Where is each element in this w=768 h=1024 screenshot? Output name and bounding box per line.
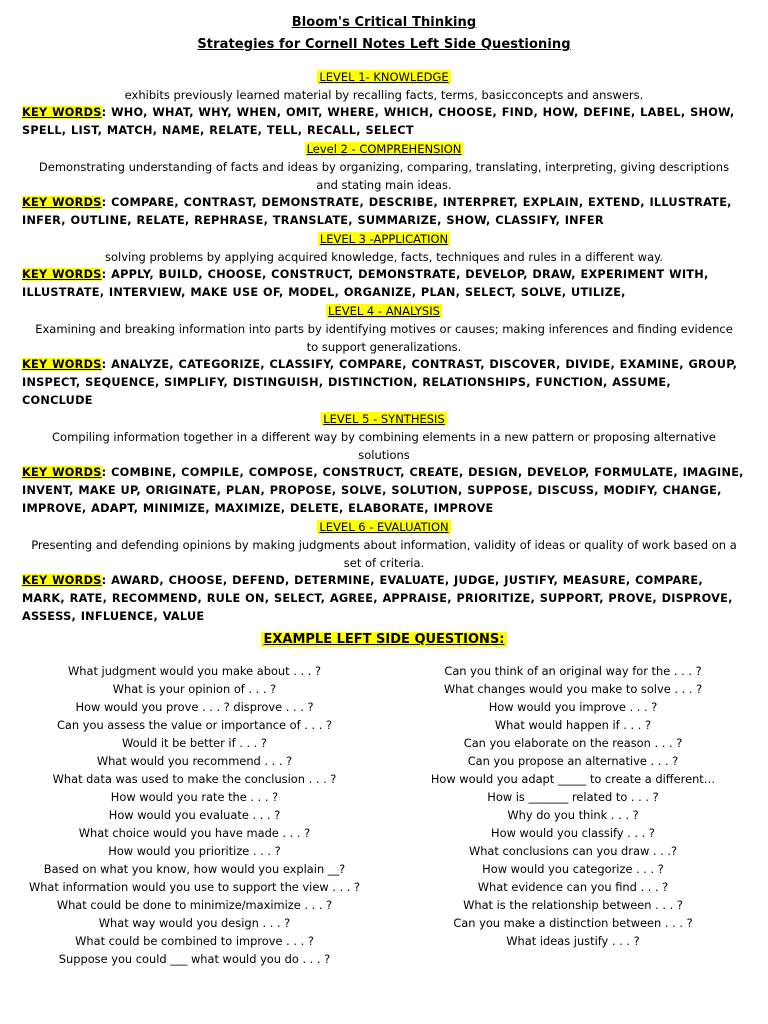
- question-item: Can you propose an alternative . . . ?: [467, 754, 679, 768]
- question-item: Suppose you could ___ what would you do . . . ?: [58, 952, 331, 966]
- key-words-list: ANALYZE, CATEGORIZE, CLASSIFY, COMPARE, CONTRAST, DISCOVER, DIVIDE, EXAMINE, GROUP, INSPECT, SEQUENCE, SIMPLIFY, DISTINGUISH, DISTINCTION, RELATIONSHIPS, FUNCTION, ASSUME, CONCLUDE: [22, 358, 738, 407]
- key-words-label: KEY WORDS: [22, 358, 102, 371]
- question-item: Would it be better if . . . ?: [122, 736, 267, 750]
- level-heading-text: LEVEL 6 - EVALUATION: [319, 520, 449, 534]
- question-item: How would you adapt _____ to create a different…: [430, 772, 716, 786]
- question-item: How would you prioritize . . . ?: [108, 844, 281, 858]
- key-words-separator: :: [101, 466, 107, 479]
- level-heading: [22, 230, 746, 248]
- question-item: What evidence can you find . . . ?: [477, 880, 669, 894]
- right-questions-column: [408, 662, 738, 968]
- level-description: exhibits previously learned material by recalling facts, terms, basicconcepts and answers.: [124, 88, 644, 102]
- levels-section: [22, 68, 746, 626]
- question-item: Can you think of an original way for the . . . ?: [444, 664, 702, 678]
- key-words-separator: :: [101, 574, 107, 587]
- key-words-list: AWARD, CHOOSE, DEFEND, DETERMINE, EVALUATE, JUDGE, JUSTIFY, MEASURE, COMPARE, MARK, RATE, RECOMMEND, RULE ON, SELECT, AGREE, APPRAISE, PRIORITIZE, SUPPORT, PROVE, DISPROVE, ASSESS, INFLUENCE, VALUE: [22, 574, 733, 623]
- level-heading: [22, 518, 746, 536]
- question-item: Why do you think . . . ?: [507, 808, 639, 822]
- question-item: How would you categorize . . . ?: [482, 862, 664, 876]
- level-heading-text: LEVEL 5 - SYNTHESIS: [323, 412, 445, 426]
- level-heading-text: Level 2 - COMPREHENSION: [306, 142, 462, 156]
- document-subtitle: Strategies for Cornell Notes Left Side Questioning: [197, 37, 571, 52]
- level-heading: [22, 68, 746, 86]
- question-item: What changes would you make to solve . . . ?: [443, 682, 703, 696]
- question-item: What choice would you have made . . . ?: [78, 826, 311, 840]
- left-questions-column: [22, 662, 367, 968]
- question-item: Based on what you know, how would you explain __?: [43, 862, 346, 876]
- question-item: How would you improve . . . ?: [488, 700, 658, 714]
- example-questions-heading-text: EXAMPLE LEFT SIDE QUESTIONS:: [263, 632, 505, 647]
- question-item: What would you recommend . . . ?: [96, 754, 293, 768]
- key-words-list: APPLY, BUILD, CHOOSE, CONSTRUCT, DEMONSTRATE, DEVELOP, DRAW, EXPERIMENT WITH, ILLUSTRATE, INTERVIEW, MAKE USE OF, MODEL, ORGANIZE, PLAN, SELECT, SOLVE, UTILIZE,: [22, 268, 709, 299]
- question-item: Can you assess the value or importance of . . . ?: [56, 718, 333, 732]
- key-words-label: KEY WORDS: [22, 196, 102, 209]
- level-heading: [22, 140, 746, 158]
- question-item: What could be combined to improve . . . ?: [75, 934, 314, 948]
- level-description: Demonstrating understanding of facts and ideas by organizing, comparing, translating, interpreting, giving descriptions and stating main ideas.: [38, 160, 730, 192]
- level-key-words: [22, 356, 746, 410]
- question-item: How is _______ related to . . . ?: [487, 790, 659, 804]
- key-words-label: KEY WORDS: [22, 106, 102, 119]
- key-words-separator: :: [101, 106, 107, 119]
- example-questions-heading: [22, 630, 746, 650]
- level-heading-text: LEVEL 3 -APPLICATION: [319, 232, 449, 246]
- level-key-words: [22, 572, 746, 626]
- level-description: solving problems by applying acquired knowledge, facts, techniques and rules in a different way.: [105, 250, 663, 264]
- question-item: What is the relationship between . . . ?: [463, 898, 683, 912]
- key-words-list: COMBINE, COMPILE, COMPOSE, CONSTRUCT, CREATE, DESIGN, DEVELOP, FORMULATE, IMAGINE, INVENT, MAKE UP, ORIGINATE, PLAN, PROPOSE, SOLVE, SOLUTION, SUPPOSE, DISCUSS, MODIFY, CHANGE, IMPROVE, ADAPT, MINIMIZE, MAXIMIZE, DELETE, ELABORATE, IMPROVE: [22, 466, 744, 515]
- level-description: Compiling information together in a different way by combining elements in a new pattern or proposing alternative solutions: [52, 430, 716, 462]
- document-title: Bloom's Critical Thinking: [291, 15, 477, 30]
- key-words-list: COMPARE, CONTRAST, DEMONSTRATE, DESCRIBE, INTERPRET, EXPLAIN, EXTEND, ILLUSTRATE, INFER, OUTLINE, RELATE, REPHRASE, TRANSLATE, SUMMARIZE, SHOW, CLASSIFY, INFER: [22, 196, 732, 227]
- question-item: How would you prove . . . ? disprove . . . ?: [75, 700, 314, 714]
- question-item: What is your opinion of . . . ?: [112, 682, 277, 696]
- question-item: What information would you use to support the view . . . ?: [28, 880, 361, 894]
- question-item: What conclusions can you draw . . .?: [468, 844, 678, 858]
- key-words-label: KEY WORDS: [22, 466, 102, 479]
- level-heading: [22, 302, 746, 320]
- question-item: How would you classify . . . ?: [491, 826, 655, 840]
- level-key-words: [22, 104, 746, 140]
- question-item: What could be done to minimize/maximize . . . ?: [56, 898, 333, 912]
- key-words-separator: :: [101, 196, 107, 209]
- key-words-label: KEY WORDS: [22, 268, 102, 281]
- question-item: How would you evaluate . . . ?: [108, 808, 281, 822]
- level-description: Presenting and defending opinions by making judgments about information, validity of ideas or quality of work based on a set of criteria.: [31, 538, 737, 570]
- key-words-list: WHO, WHAT, WHY, WHEN, OMIT, WHERE, WHICH, CHOOSE, FIND, HOW, DEFINE, LABEL, SHOW, SPELL, LIST, MATCH, NAME, RELATE, TELL, RECALL, SELECT: [22, 106, 735, 137]
- question-item: How would you rate the . . . ?: [110, 790, 279, 804]
- question-item: What ideas justify . . . ?: [506, 934, 640, 948]
- question-item: What would happen if . . . ?: [494, 718, 652, 732]
- level-key-words: [22, 266, 746, 302]
- question-item: Can you elaborate on the reason . . . ?: [463, 736, 683, 750]
- key-words-label: KEY WORDS: [22, 574, 102, 587]
- question-item: Can you make a distinction between . . . ?: [453, 916, 693, 930]
- questions-columns: [22, 662, 746, 968]
- key-words-separator: :: [101, 358, 107, 371]
- key-words-separator: :: [101, 268, 107, 281]
- level-key-words: [22, 464, 746, 518]
- question-item: What judgment would you make about . . . ?: [67, 664, 322, 678]
- question-item: What way would you design . . . ?: [98, 916, 291, 930]
- level-heading: [22, 410, 746, 428]
- question-item: What data was used to make the conclusion . . . ?: [52, 772, 337, 786]
- level-heading-text: LEVEL 1- KNOWLEDGE: [319, 70, 449, 84]
- level-key-words: [22, 194, 746, 230]
- level-heading-text: LEVEL 4 - ANALYSIS: [328, 304, 440, 318]
- level-description: Examining and breaking information into parts by identifying motives or causes; making inferences and finding evidence to support generalizations.: [35, 322, 733, 354]
